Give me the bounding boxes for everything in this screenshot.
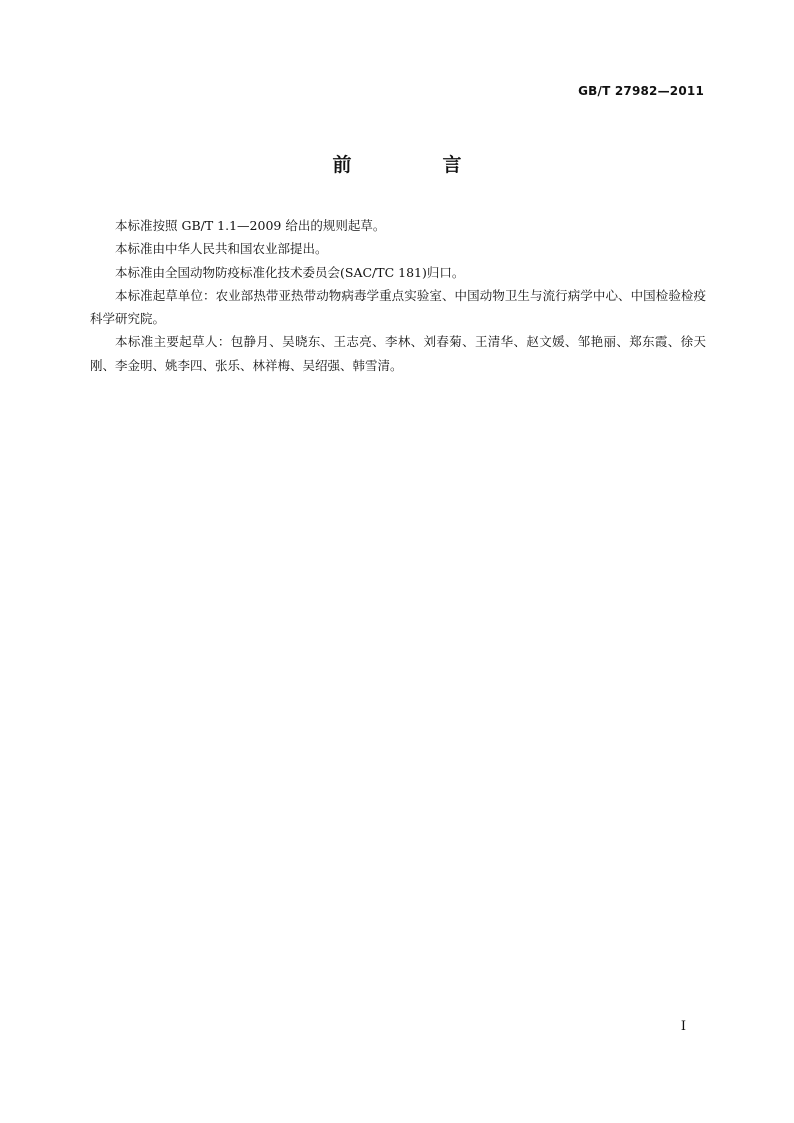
paragraph-drafting-units: 本标准起草单位：农业部热带亚热带动物病毒学重点实验室、中国动物卫生与流行病学中心、中国检验检疫科学研究院。	[90, 287, 706, 327]
paragraph-drafters: 本标准主要起草人：包静月、吴晓东、王志亮、李林、刘春菊、王清华、赵文媛、邹艳丽、郑东霞、徐天刚、李金明、姚李四、张乐、林祥梅、吴绍强、韩雪清。	[90, 334, 706, 373]
paragraph-proposer: 本标准由中华人民共和国农业部提出。	[115, 241, 328, 257]
paragraph-committee: 本标准由全国动物防疫标准化技术委员会(SAC/TC 181)归口。	[115, 264, 465, 280]
foreword-body	[90, 214, 706, 377]
page-number: I	[680, 1019, 686, 1034]
standard-code: GB/T 27982—2011	[578, 84, 704, 98]
paragraph-drafting-rules: 本标准按照 GB/T 1.1—2009 给出的规则起草。	[115, 218, 386, 233]
page-title: 前 言	[332, 154, 498, 176]
